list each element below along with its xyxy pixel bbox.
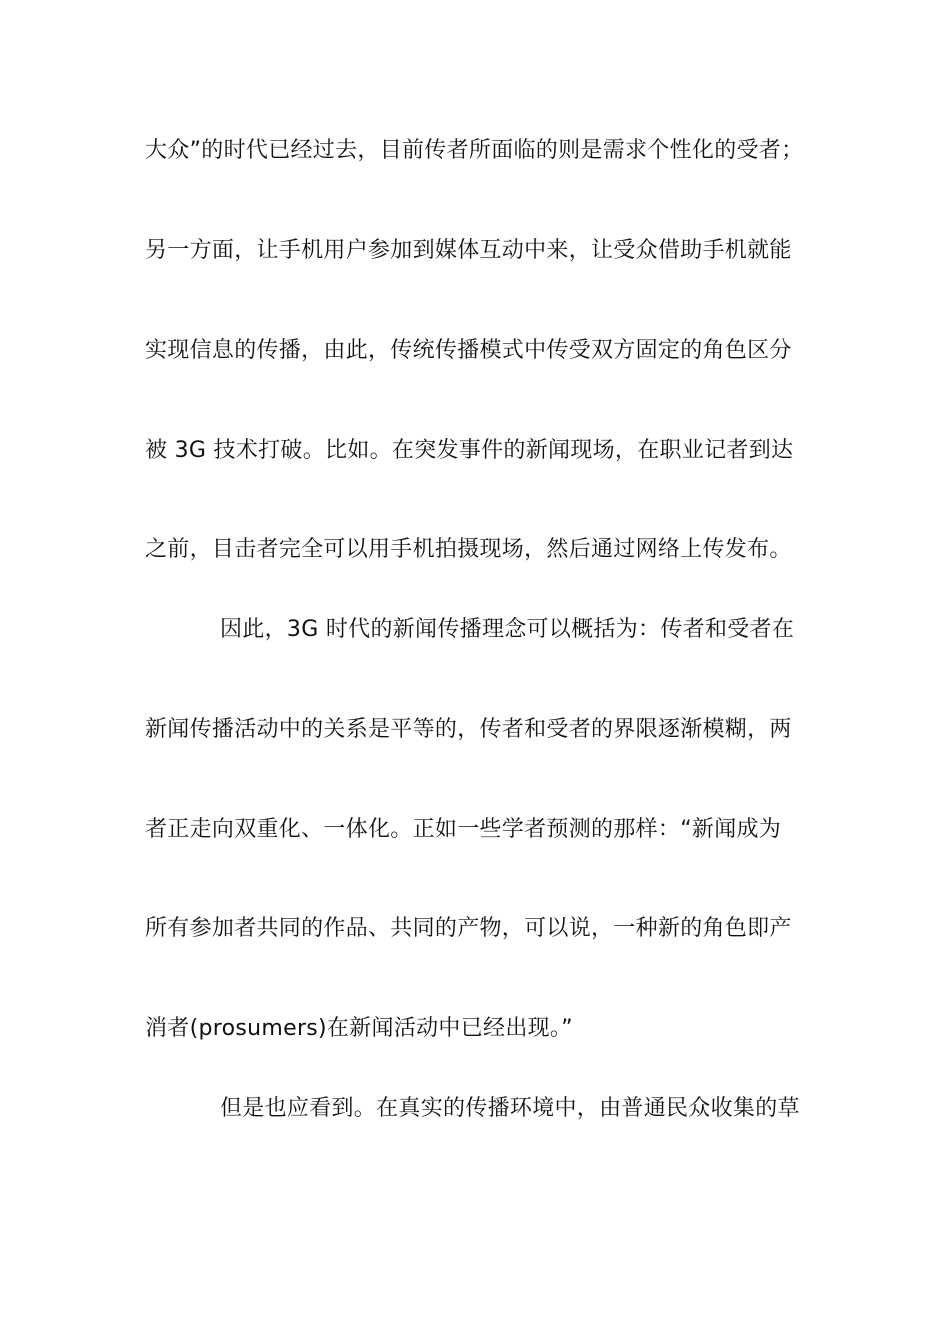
text-line-8: 者正走向双重化、一体化。正如一些学者预测的那样：“新闻成为 [145,817,782,842]
paragraph-start-line: 因此，3G 时代的新闻传播理念可以概括为：传者和受者在 [220,617,795,642]
text-line-9: 所有参加者共同的作品、共同的产物，可以说，一种新的角色即产 [145,916,792,941]
text-line-2: 另一方面，让手机用户参加到媒体互动中来，让受众借助手机就能 [145,238,792,263]
text-line-4: 被 3G 技术打破。比如。在突发事件的新闻现场，在职业记者到达 [145,438,794,463]
text-line-7: 新闻传播活动中的关系是平等的，传者和受者的界限逐渐模糊，两 [145,717,792,742]
text-line-5: 之前，目击者完全可以用手机拍摄现场，然后通过网络上传发布。 [145,537,792,562]
text-line-10: 消者(prosumers)在新闻活动中已经出现。” [145,1016,573,1041]
paragraph-start-line-2: 但是也应看到。在真实的传播环境中，由普通民众收集的草 [220,1096,800,1121]
text-line-1: 大众”的时代已经过去，目前传者所面临的则是需求个性化的受者； [145,138,804,163]
text-line-3: 实现信息的传播，由此，传统传播模式中传受双方固定的角色区分 [145,338,792,363]
